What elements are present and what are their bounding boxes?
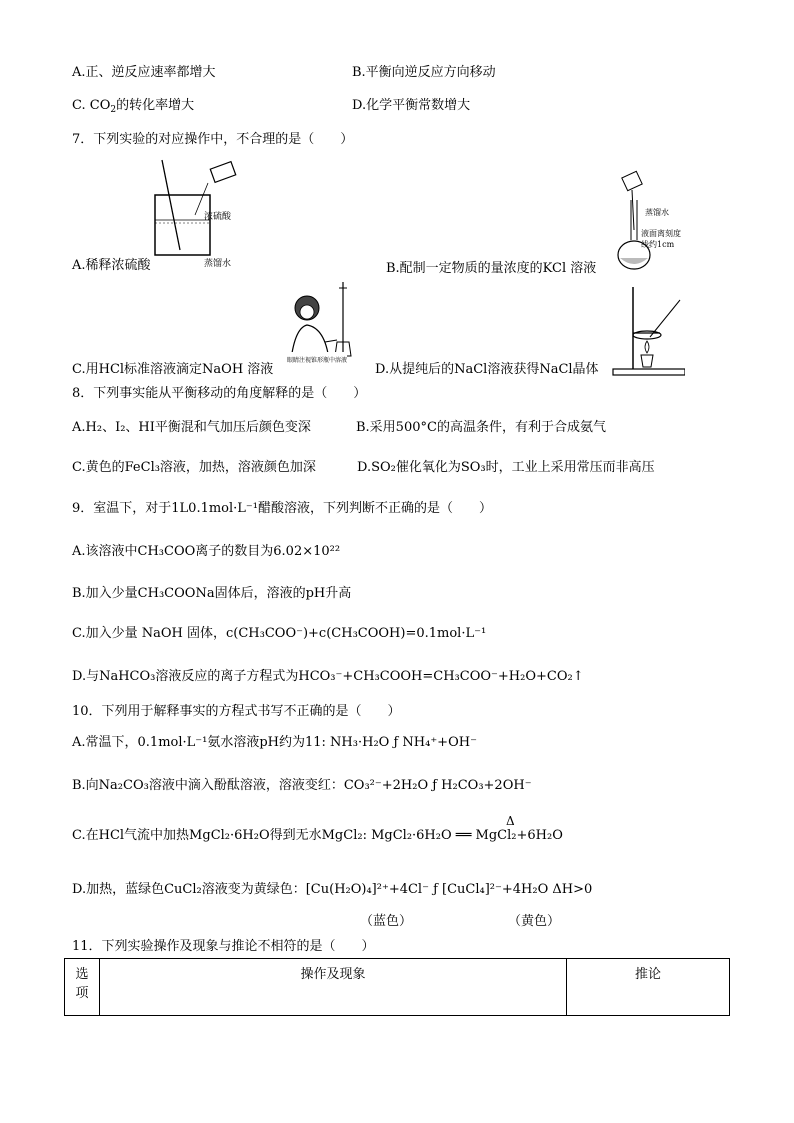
q9-option-b: B.加入少量CH₃COONa固体后，溶液的pH升高: [72, 586, 352, 601]
q8-option-c: C.黄色的FeCl₃溶液，加热，溶液颜色加深: [72, 460, 316, 475]
q10-delta-symbol: Δ: [506, 814, 515, 828]
fig-a-label-acid: 浓硫酸: [204, 212, 232, 222]
fig-b-label-level: 液面离刻度: [641, 229, 681, 238]
q10-option-a: A.常温下，0.1mol·L⁻¹氨水溶液pH约为11: NH₃·H₂O ƒ NH₄⁺+OH⁻: [72, 735, 477, 750]
table-header-option: 选项: [65, 959, 100, 1016]
q11-table: [64, 958, 730, 1016]
q6-option-c-text: C. CO: [72, 98, 111, 113]
q10-option-c: C.在HCl气流中加热MgCl₂·6H₂O得到无水MgCl₂: MgCl₂·6H₂O ══ MgCl₂+6H₂O: [72, 828, 563, 843]
fig-b-label-1cm: 线约1cm: [641, 240, 675, 249]
q7-stem: 7．下列实验的对应操作中，不合理的是（ ）: [72, 132, 354, 147]
q10-option-b: B.向Na₂CO₃溶液中滴入酚酞溶液，溶液变红：CO₃²⁻+2H₂O ƒ H₂CO₃+2OH⁻: [72, 778, 532, 793]
q9-option-a: A.该溶液中CH₃COO离子的数目为6.02×10²²: [72, 544, 341, 559]
table-header-operation: 操作及现象: [100, 959, 567, 1016]
q6-option-c: [72, 97, 194, 119]
q6-option-a: A.正、逆反应速率都增大: [72, 65, 216, 80]
figure-evaporation-setup: [605, 285, 685, 377]
q7-option-a: A.稀释浓硫酸: [72, 258, 151, 273]
q10-label-blue: （蓝色）: [360, 914, 413, 929]
q6-option-c-post: 的转化率增大: [116, 98, 195, 113]
q10-stem: 10．下列用于解释事实的方程式书写不正确的是（ ）: [72, 704, 401, 719]
q8-option-d: D.SO₂催化氧化为SO₃时，工业上采用常压而非高压: [357, 460, 655, 475]
q9-option-d: D.与NaHCO₃溶液反应的离子方程式为HCO₃⁻+CH₃COOH=CH₃COO⁻+H₂O+CO₂↑: [72, 669, 584, 684]
q11-stem: 11．下列实验操作及现象与推论不相符的是（ ）: [72, 939, 375, 954]
q9-option-c: C.加入少量 NaOH 固体，c(CH₃COO⁻)+c(CH₃COOH)=0.1mol·L⁻¹: [72, 626, 487, 641]
q8-option-a: A.H₂、I₂、HI平衡混和气加压后颜色变深: [72, 420, 311, 435]
q9-stem: 9．室温下，对于1L0.1mol·L⁻¹醋酸溶液，下列判断不正确的是（ ）: [72, 501, 492, 516]
q6-option-d: D.化学平衡常数增大: [352, 98, 471, 113]
fig-b-label-water: 蒸馏水: [645, 208, 669, 217]
q6-option-c-sub: 2: [110, 105, 117, 115]
fig-a-label-water: 蒸馏水: [204, 259, 232, 269]
q8-option-b: B.采用500°C的高温条件，有利于合成氨气: [356, 420, 606, 435]
q8-stem: 8．下列事实能从平衡移动的角度解释的是（ ）: [72, 386, 367, 401]
q7-option-d: D.从提纯后的NaCl溶液获得NaCl晶体: [375, 362, 599, 377]
q10-label-yellow: （黄色）: [508, 914, 561, 929]
table-header-row: [65, 959, 730, 1016]
q7-option-b: B.配制一定物质的量浓度的KCl 溶液: [386, 261, 597, 276]
table-header-inference: 推论: [567, 959, 730, 1016]
q10-option-d: D.加热，蓝绿色CuCl₂溶液变为黄绿色：[Cu(H₂O)₄]²⁺+4Cl⁻ ƒ [CuCl₄]²⁻+4H₂O ΔH>0: [72, 882, 593, 897]
q6-option-b: B.平衡向逆反应方向移动: [352, 65, 496, 80]
q7-option-c: C.用HCl标准溶液滴定NaOH 溶液: [72, 362, 274, 377]
figure-dilution-beaker: [150, 155, 250, 265]
figure-volumetric-flask: [612, 170, 675, 275]
fig-c-label: 眼睛注视锥形瓶中溶液: [287, 352, 347, 370]
